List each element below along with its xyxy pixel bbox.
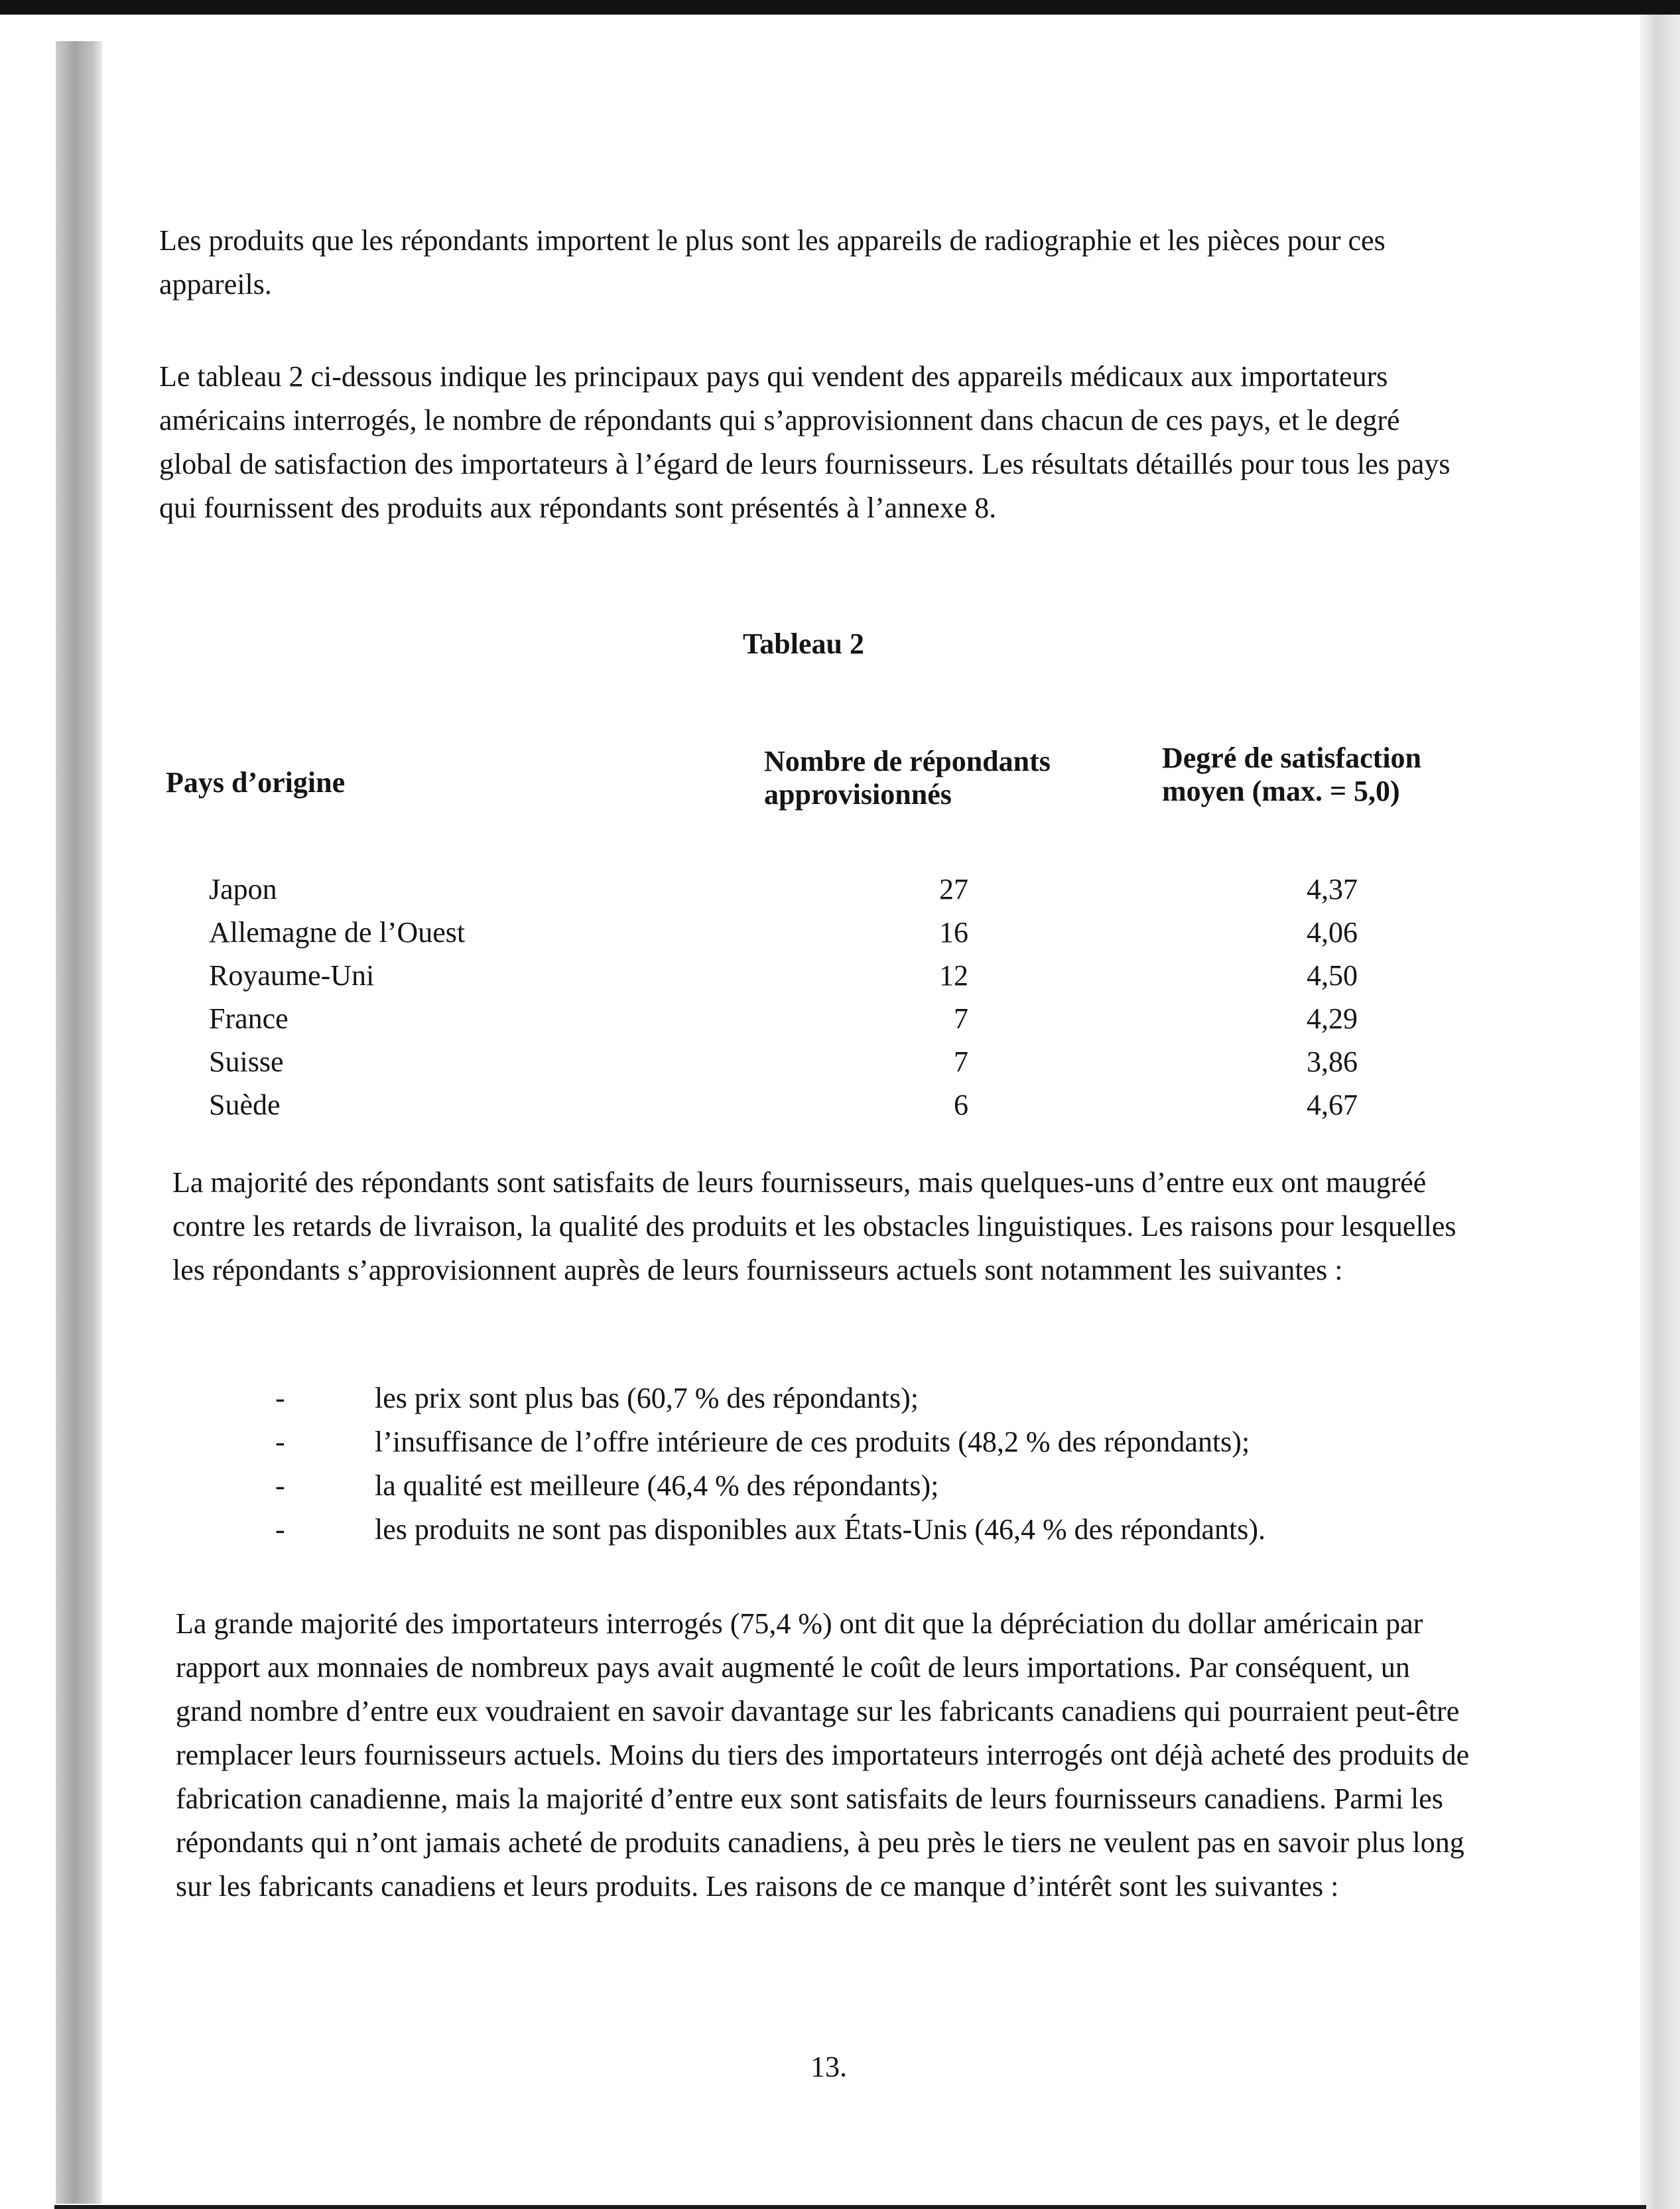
header-count-line2: approvisionnés	[764, 778, 952, 811]
scan-right-edge	[1640, 15, 1680, 2209]
satisfaction-paragraph: La majorité des répondants sont satisfaits de leurs fournisseurs, mais quelques-uns d’entre eux ont maugréé contre les retards de livraison, la qualité des produits et les obstacles linguistiques. Les raisons pour lesquelles les répondants s’approvisionnent auprès de leurs fournisseurs actuels sont notamment les suivantes :	[172, 1166, 1456, 1286]
country-cell: Japon	[209, 873, 277, 905]
header-count	[764, 745, 1051, 811]
count-cell: 16	[939, 916, 968, 949]
satisfaction-cell: 4,67	[1307, 1089, 1358, 1121]
count-cell: 7	[954, 1002, 968, 1035]
bullet-dash: -	[275, 1382, 285, 1414]
satisfaction-cell: 4,29	[1307, 1002, 1358, 1035]
header-country: Pays d’origine	[166, 766, 346, 799]
country-cell: Suisse	[209, 1045, 284, 1078]
table-row	[159, 1045, 1472, 1089]
satisfaction-cell: 4,06	[1307, 916, 1358, 949]
intro-paragraph: Les produits que les répondants importent le plus sont les appareils de radiographie et les pièces pour ces appareils.	[159, 224, 1386, 301]
table-title: Tableau 2	[743, 628, 865, 660]
header-sat-line2: moyen (max. = 5,0)	[1162, 775, 1400, 807]
header-count-line1: Nombre de répondants	[764, 745, 1051, 777]
country-cell: Suède	[209, 1089, 281, 1121]
count-cell: 12	[939, 959, 968, 992]
table-intro-paragraph: Le tableau 2 ci-dessous indique les principaux pays qui vendent des appareils médicaux aux importateurs américains interrogés, le nombre de répondants qui s’approvisionnent dans chacun de ces pays, et le degré global de satisfaction des importateurs à l’égard de leurs fournisseurs. Les résultats détaillés pour tous les pays qui fournissent des produits aux répondants sont présentés à l’annexe 8.	[159, 360, 1451, 524]
scan-bottom-border	[54, 2205, 1646, 2209]
list-item	[159, 1508, 1472, 1552]
list-item	[159, 1464, 1472, 1508]
bullet-dash: -	[275, 1426, 285, 1458]
scan-left-margin	[0, 15, 54, 2209]
list-item	[159, 1376, 1472, 1420]
satisfaction-cell: 4,50	[1307, 959, 1358, 992]
table-row	[159, 1088, 1472, 1132]
count-cell: 7	[954, 1045, 968, 1078]
count-cell: 6	[954, 1089, 968, 1121]
dollar-paragraph: La grande majorité des importateurs interrogés (75,4 %) ont dit que la dépréciation du dollar américain par rapport aux monnaies de nombreux pays avait augmenté le coût de leurs importations. Par conséquent, un grand nombre d’entre eux voudraient en savoir davantage sur les fabricants canadiens qui pourraient peut-être remplacer leurs fournisseurs actuels. Moins du tiers des importateurs interrogés ont déjà acheté des produits de fabrication canadienne, mais la majorité d’entre eux sont satisfaits de leurs fournisseurs canadiens. Parmi les répondants qui n’ont jamais acheté de produits canadiens, à peu près le tiers ne veulent pas en savoir plus long sur les fabricants canadiens et leurs produits. Les raisons de ce manque d’intérêt sont les suivantes :	[176, 1607, 1470, 1903]
table-row	[159, 915, 1472, 959]
list-item	[159, 1420, 1472, 1464]
list-item-text: l’insuffisance de l’offre intérieure de ces produits (48,2 % des répondants);	[375, 1426, 1250, 1458]
country-cell: Royaume-Uni	[209, 959, 375, 992]
scan-top-border	[0, 0, 1680, 15]
reasons-list	[159, 1376, 1472, 1552]
list-item-text: la qualité est meilleure (46,4 % des répondants);	[375, 1469, 939, 1502]
bullet-dash: -	[275, 1513, 285, 1546]
satisfaction-cell: 4,37	[1307, 873, 1358, 905]
binding-shadow	[56, 41, 102, 2204]
list-item-text: les prix sont plus bas (60,7 % des répondants);	[375, 1382, 919, 1414]
header-sat-line1: Degré de satisfaction	[1162, 742, 1422, 774]
bullet-dash: -	[275, 1469, 285, 1502]
table-row	[159, 872, 1472, 916]
header-satisfaction	[1162, 742, 1421, 808]
country-cell: Allemagne de l’Ouest	[209, 916, 466, 949]
country-cell: France	[209, 1002, 289, 1035]
table-row	[159, 959, 1472, 1002]
table-row	[159, 1002, 1472, 1045]
list-item-text: les produits ne sont pas disponibles aux États-Unis (46,4 % des répondants).	[375, 1513, 1266, 1546]
satisfaction-cell: 3,86	[1307, 1045, 1358, 1078]
count-cell: 27	[939, 873, 968, 905]
page-number: 13.	[810, 2050, 847, 2083]
